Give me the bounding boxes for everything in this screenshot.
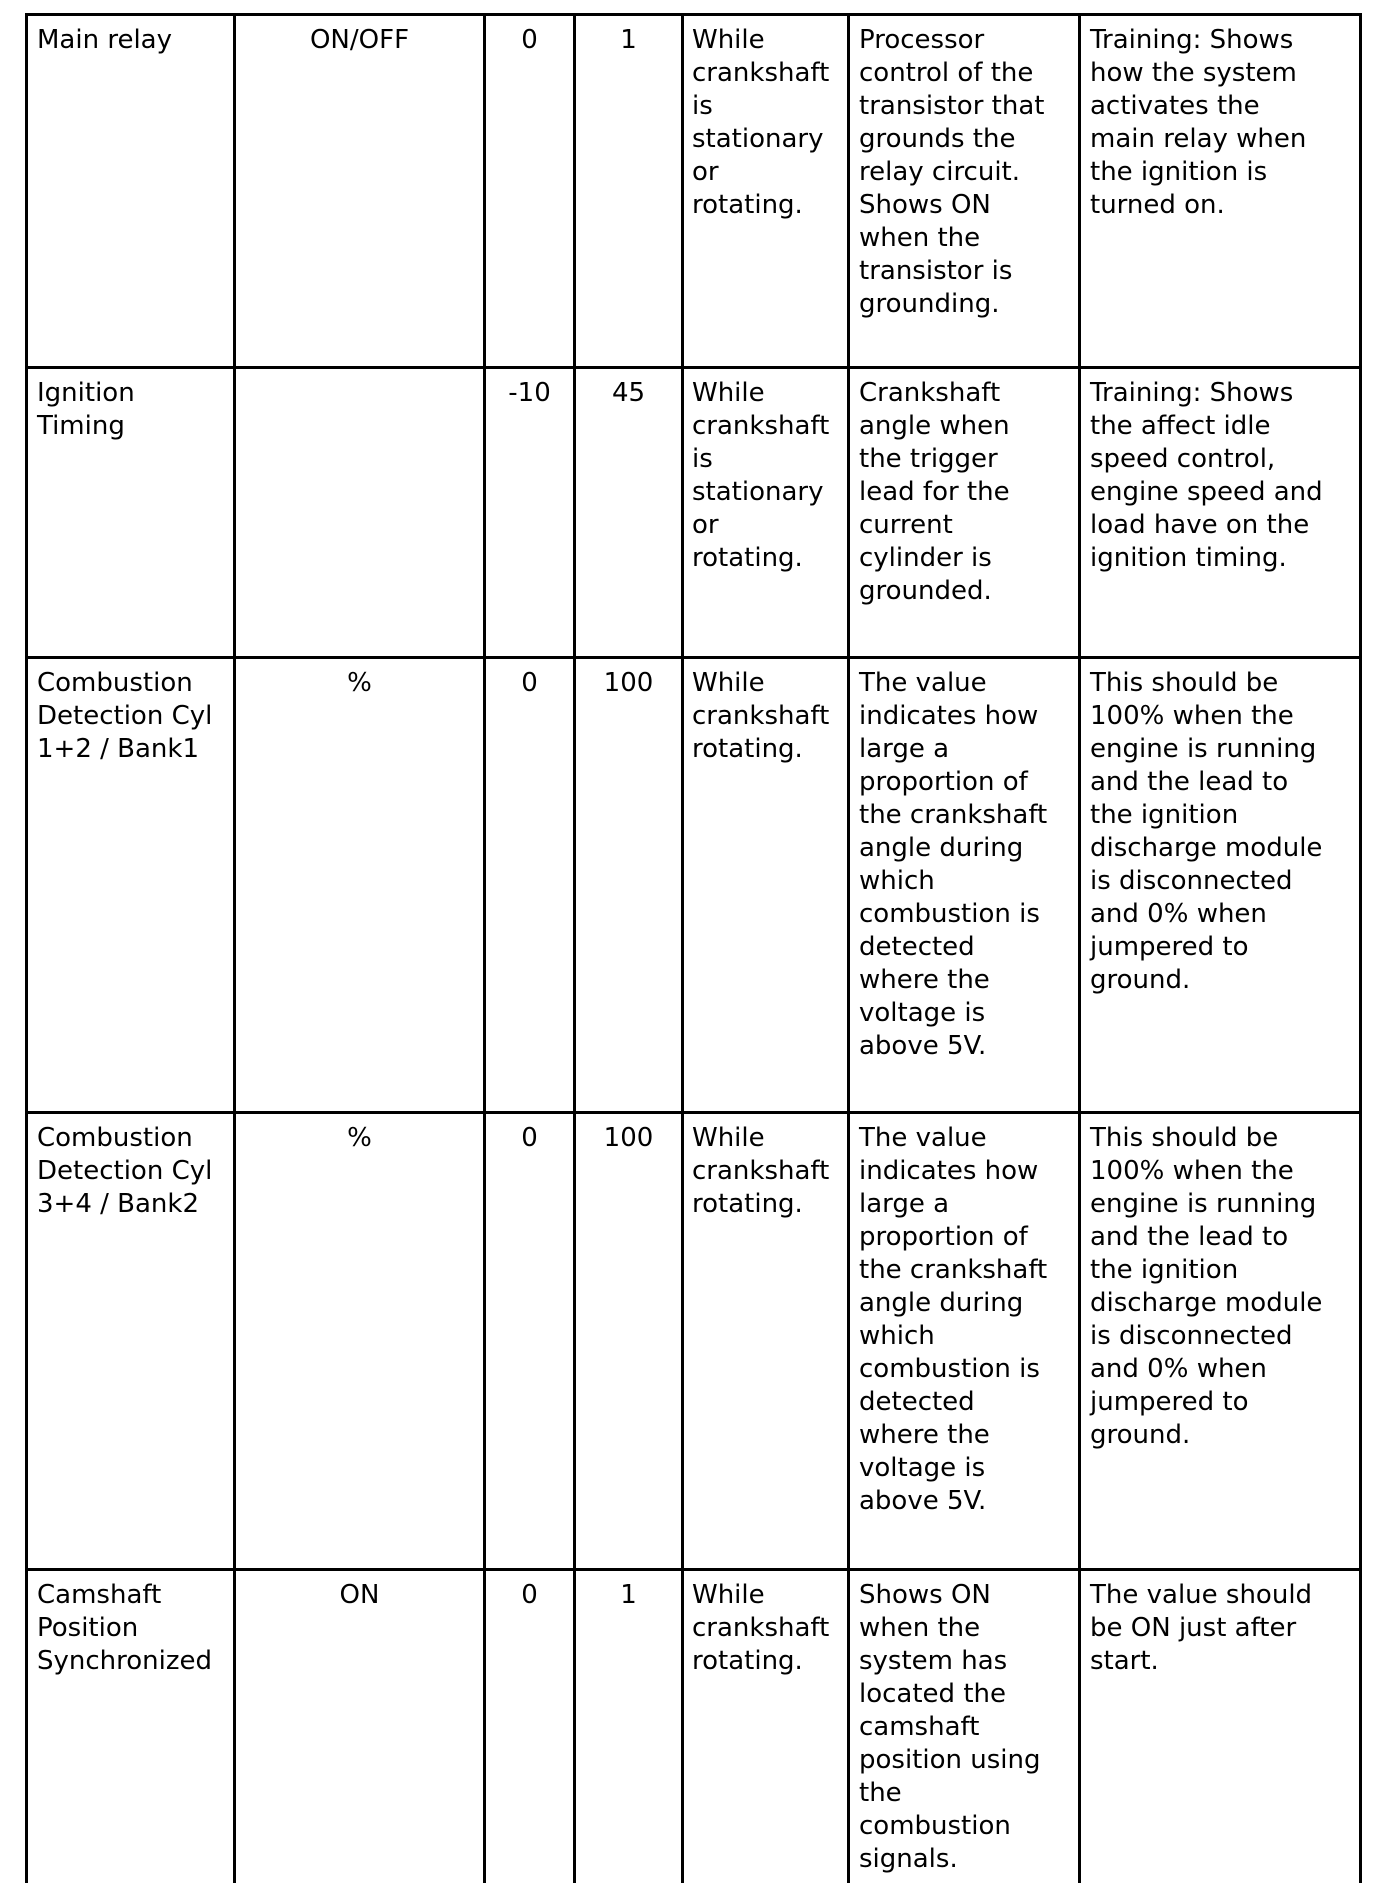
cell-min (485, 1113, 575, 1570)
cell-condition (683, 1570, 849, 1883)
notes-text: Training: Shows how the system activates the main relay when the ignition is turned on. (1090, 25, 1307, 220)
condition-text: While crankshaft is stationary or rotating. (692, 378, 830, 573)
description-text: The value indicates how large a proportion of the crankshaft angle during which combustion is detected where the voltage is above 5V. (859, 1123, 1048, 1516)
cell-unit (235, 658, 485, 1113)
max-text: 45 (611, 378, 646, 408)
cell-unit (235, 15, 485, 368)
cell-description (849, 15, 1080, 368)
cell-parameter-name (27, 15, 235, 368)
cell-condition (683, 1113, 849, 1570)
unit-text: % (347, 668, 372, 698)
description-text: Processor control of the transistor that grounds the relay circuit. Shows ON when the transistor is grounding. (859, 25, 1045, 319)
notes-text: This should be 100% when the engine is running and the lead to the ignition discharge module is disconnected and 0% when jumpered to ground. (1090, 1123, 1323, 1450)
table-row (27, 1570, 1361, 1883)
cell-notes (1080, 658, 1361, 1113)
max-text: 1 (620, 1580, 637, 1610)
max-text: 100 (603, 668, 654, 698)
notes-text: The value should be ON just after start. (1090, 1580, 1313, 1676)
condition-text: While crankshaft rotating. (692, 668, 830, 764)
parameter-table (25, 13, 1362, 1883)
cell-notes (1080, 15, 1361, 368)
description-text: Crankshaft angle when the trigger lead for the current cylinder is grounded. (859, 378, 1010, 606)
cell-min (485, 1570, 575, 1883)
max-text: 1 (620, 25, 637, 55)
cell-max (575, 1113, 683, 1570)
cell-notes (1080, 368, 1361, 658)
cell-max (575, 1570, 683, 1883)
table-row (27, 1113, 1361, 1570)
unit-text: ON (339, 1580, 380, 1610)
min-text: 0 (521, 668, 538, 698)
condition-text: While crankshaft is stationary or rotating. (692, 25, 830, 220)
min-text: 0 (521, 1123, 538, 1153)
cell-parameter-name (27, 1113, 235, 1570)
unit-text: % (347, 1123, 372, 1153)
parameter-name-text: Combustion Detection Cyl 1+2 / Bank1 (37, 668, 213, 764)
table-row (27, 15, 1361, 368)
cell-condition (683, 658, 849, 1113)
cell-description (849, 1113, 1080, 1570)
parameter-name-text: Combustion Detection Cyl 3+4 / Bank2 (37, 1123, 213, 1219)
cell-notes (1080, 1113, 1361, 1570)
condition-text: While crankshaft rotating. (692, 1580, 830, 1676)
cell-parameter-name (27, 1570, 235, 1883)
description-text: Shows ON when the system has located the camshaft position using the combustion signals. (859, 1580, 1041, 1874)
cell-parameter-name (27, 658, 235, 1113)
cell-max (575, 658, 683, 1113)
unit-text: ON/OFF (309, 25, 410, 55)
cell-min (485, 658, 575, 1113)
min-text: -10 (508, 378, 551, 408)
cell-unit (235, 1570, 485, 1883)
table-row (27, 368, 1361, 658)
cell-min (485, 368, 575, 658)
cell-condition (683, 368, 849, 658)
cell-parameter-name (27, 368, 235, 658)
parameter-name-text: Ignition Timing (37, 378, 135, 441)
min-text: 0 (521, 1580, 538, 1610)
cell-max (575, 15, 683, 368)
notes-text: Training: Shows the affect idle speed control, engine speed and load have on the ignition timing. (1090, 378, 1323, 573)
min-text: 0 (521, 25, 538, 55)
cell-description (849, 658, 1080, 1113)
parameter-name-text: Main relay (37, 25, 172, 55)
notes-text: This should be 100% when the engine is running and the lead to the ignition discharge module is disconnected and 0% when jumpered to ground. (1090, 668, 1323, 995)
cell-description (849, 1570, 1080, 1883)
cell-condition (683, 15, 849, 368)
parameter-name-text: Camshaft Position Synchronized (37, 1580, 213, 1676)
cell-min (485, 15, 575, 368)
condition-text: While crankshaft rotating. (692, 1123, 830, 1219)
description-text: The value indicates how large a proportion of the crankshaft angle during which combustion is detected where the voltage is above 5V. (859, 668, 1048, 1061)
max-text: 100 (603, 1123, 654, 1153)
cell-unit (235, 1113, 485, 1570)
cell-notes (1080, 1570, 1361, 1883)
table-row (27, 658, 1361, 1113)
cell-max (575, 368, 683, 658)
cell-unit (235, 368, 485, 658)
cell-description (849, 368, 1080, 658)
